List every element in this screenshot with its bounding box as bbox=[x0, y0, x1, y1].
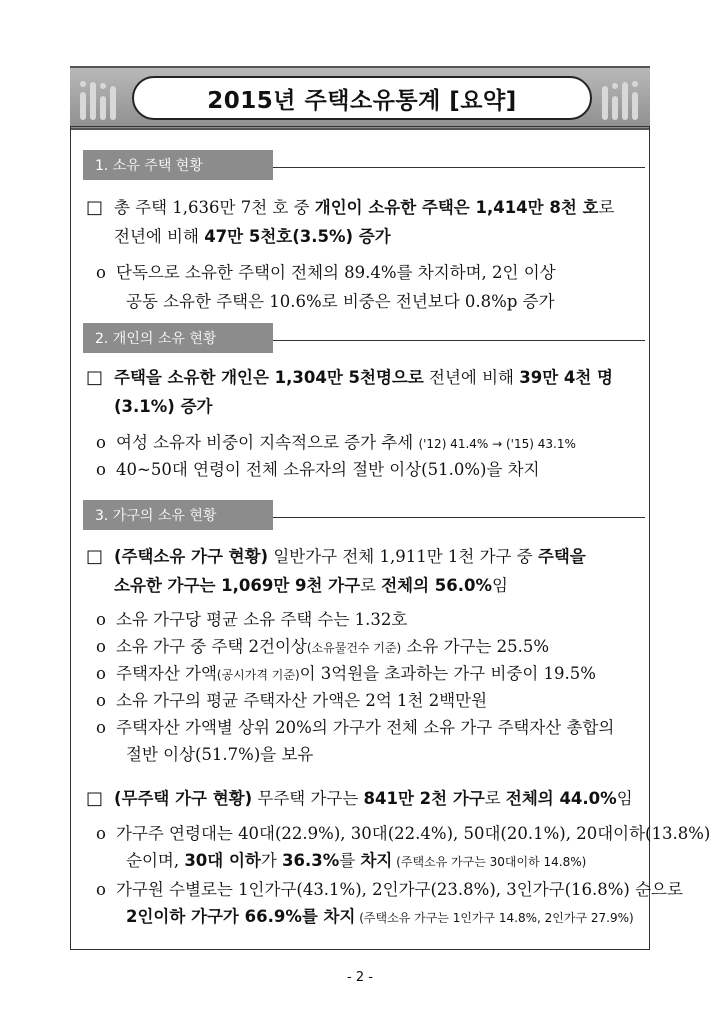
circle-bullet-icon: o bbox=[96, 263, 106, 282]
circle-bullet-icon: o bbox=[96, 610, 106, 629]
circle-bullet-icon: o bbox=[96, 460, 106, 479]
list-item: o 주택자산 가액별 상위 20%의 가구가 전체 소유 가구 주택자산 총합의 bbox=[86, 713, 646, 743]
list-item: o 단독으로 소유한 주택이 전체의 89.4%를 차지하며, 2인 이상 bbox=[86, 258, 646, 288]
page-title: 2015년 주택소유통계 [요약] bbox=[132, 76, 592, 120]
section-header bbox=[83, 500, 653, 530]
section-label: 2. 개인의 소유 현황 bbox=[83, 323, 273, 353]
page-number: - 2 - bbox=[347, 970, 373, 985]
list-item: o 가구원 수별로는 1인가구(43.1%), 2인가구(23.8%), 3인가구(16.8%) 순으로 bbox=[86, 875, 646, 905]
circle-bullet-icon: o bbox=[96, 880, 106, 899]
paragraph-line: □ (무주택 가구 현황) 무주택 가구는 841만 2천 가구로 전체의 44.0%임 bbox=[86, 784, 646, 814]
list-item: o 소유 가구당 평균 소유 주택 수는 1.32호 bbox=[86, 605, 646, 635]
circle-bullet-icon: o bbox=[96, 691, 106, 710]
checkbox-square-icon: □ bbox=[86, 197, 104, 218]
circle-bullet-icon: o bbox=[96, 824, 106, 843]
paragraph-line: 소유한 가구는 1,069만 9천 가구로 전체의 56.0%임 bbox=[114, 576, 508, 595]
checkbox-square-icon: □ bbox=[86, 788, 104, 809]
paragraph-line: (3.1%) 증가 bbox=[114, 397, 213, 416]
list-item: o 소유 가구 중 주택 2건이상(소유물건수 기준) 소유 가구는 25.5% bbox=[86, 632, 646, 663]
paragraph-line: □ (주택소유 가구 현황) 일반가구 전체 1,911만 1천 가구 중 주택을 bbox=[86, 542, 646, 572]
decorative-pattern-icon bbox=[76, 72, 128, 124]
section-label: 3. 가구의 소유 현황 bbox=[83, 500, 273, 530]
circle-bullet-icon: o bbox=[96, 664, 106, 683]
checkbox-square-icon: □ bbox=[86, 546, 104, 567]
circle-bullet-icon: o bbox=[96, 718, 106, 737]
divider bbox=[273, 517, 645, 518]
list-item: o 주택자산 가액(공시가격 기준)이 3억원을 초과하는 가구 비중이 19.5% bbox=[86, 659, 646, 690]
list-item: 2인이하 가구가 66.9%를 차지 (주택소유 가구는 1인가구 14.8%, 2인가구 27.9%) bbox=[126, 907, 634, 926]
list-item: 순이며, 30대 이하가 36.3%를 차지 (주택소유 가구는 30대이하 14.8%) bbox=[126, 851, 587, 870]
paragraph-line: 전년에 비해 47만 5천호(3.5%) 증가 bbox=[114, 227, 391, 246]
list-item: o 여성 소유자 비중이 지속적으로 증가 추세 ('12) 41.4% → ('15) 43.1% bbox=[86, 428, 646, 459]
section-label: 1. 소유 주택 현황 bbox=[83, 150, 273, 180]
circle-bullet-icon: o bbox=[96, 637, 106, 656]
list-item: o 40~50대 연령이 전체 소유자의 절반 이상(51.0%)을 차지 bbox=[86, 455, 646, 485]
section-header bbox=[83, 323, 653, 353]
divider bbox=[273, 340, 645, 341]
list-item: 절반 이상(51.7%)을 보유 bbox=[126, 745, 314, 764]
list-item: o 가구주 연령대는 40대(22.9%), 30대(22.4%), 50대(20.1%), 20대이하(13.8%) bbox=[86, 819, 646, 849]
circle-bullet-icon: o bbox=[96, 433, 106, 452]
list-item: o 소유 가구의 평균 주택자산 가액은 2억 1천 2백만원 bbox=[86, 686, 646, 716]
decorative-pattern-icon bbox=[592, 72, 644, 124]
paragraph-line: □ 총 주택 1,636만 7천 호 중 개인이 소유한 주택은 1,414만 8천 호로 bbox=[86, 193, 646, 223]
list-item: 공동 소유한 주택은 10.6%로 비중은 전년보다 0.8%p 증가 bbox=[126, 292, 555, 311]
title-banner bbox=[70, 66, 650, 130]
checkbox-square-icon: □ bbox=[86, 367, 104, 388]
divider bbox=[273, 167, 645, 168]
section-header bbox=[83, 150, 653, 180]
paragraph-line: □ 주택을 소유한 개인은 1,304만 5천명으로 전년에 비해 39만 4천 명 bbox=[86, 363, 646, 393]
